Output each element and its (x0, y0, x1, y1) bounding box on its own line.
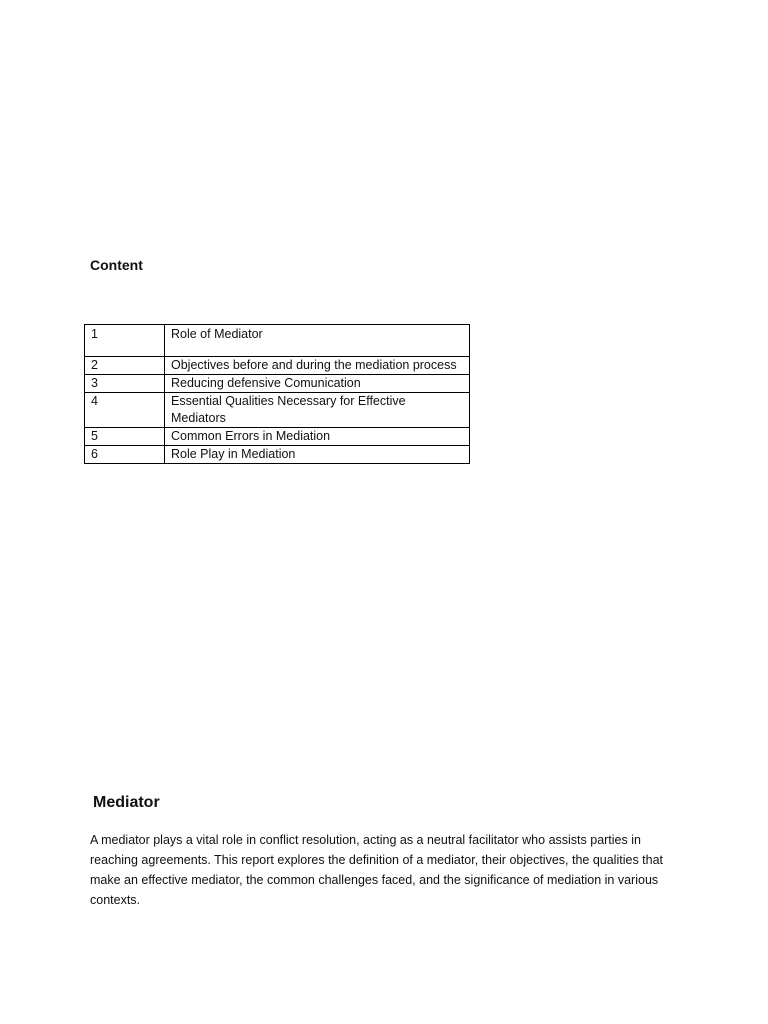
table-of-contents (84, 324, 470, 464)
row-number: 6 (85, 446, 165, 464)
mediator-intro-paragraph: A mediator plays a vital role in conflict resolution, acting as a neutral facilitator who assists parties in reaching agreements. This report explores the definition of a mediator, their objectives, the qualities that make an effective mediator, the common challenges faced, and the significance of mediation in various contexts. (90, 833, 664, 907)
row-title: Role of Mediator (165, 325, 470, 357)
row-title: Objectives before and during the mediation process (165, 357, 470, 375)
content-heading: Content (90, 257, 143, 273)
row-title: Reducing defensive Comunication (165, 375, 470, 393)
row-number: 5 (85, 428, 165, 446)
table-row (85, 446, 470, 464)
row-title: Essential Qualities Necessary for Effective Mediators (165, 393, 470, 428)
table-row (85, 393, 470, 428)
table-row (85, 325, 470, 357)
row-title: Common Errors in Mediation (165, 428, 470, 446)
mediator-heading: Mediator (93, 794, 160, 811)
table-row (85, 375, 470, 393)
table-row (85, 357, 470, 375)
row-number: 3 (85, 375, 165, 393)
row-title: Role Play in Mediation (165, 446, 470, 464)
row-number: 1 (85, 325, 165, 357)
row-number: 4 (85, 393, 165, 428)
row-number: 2 (85, 357, 165, 375)
table-row (85, 428, 470, 446)
